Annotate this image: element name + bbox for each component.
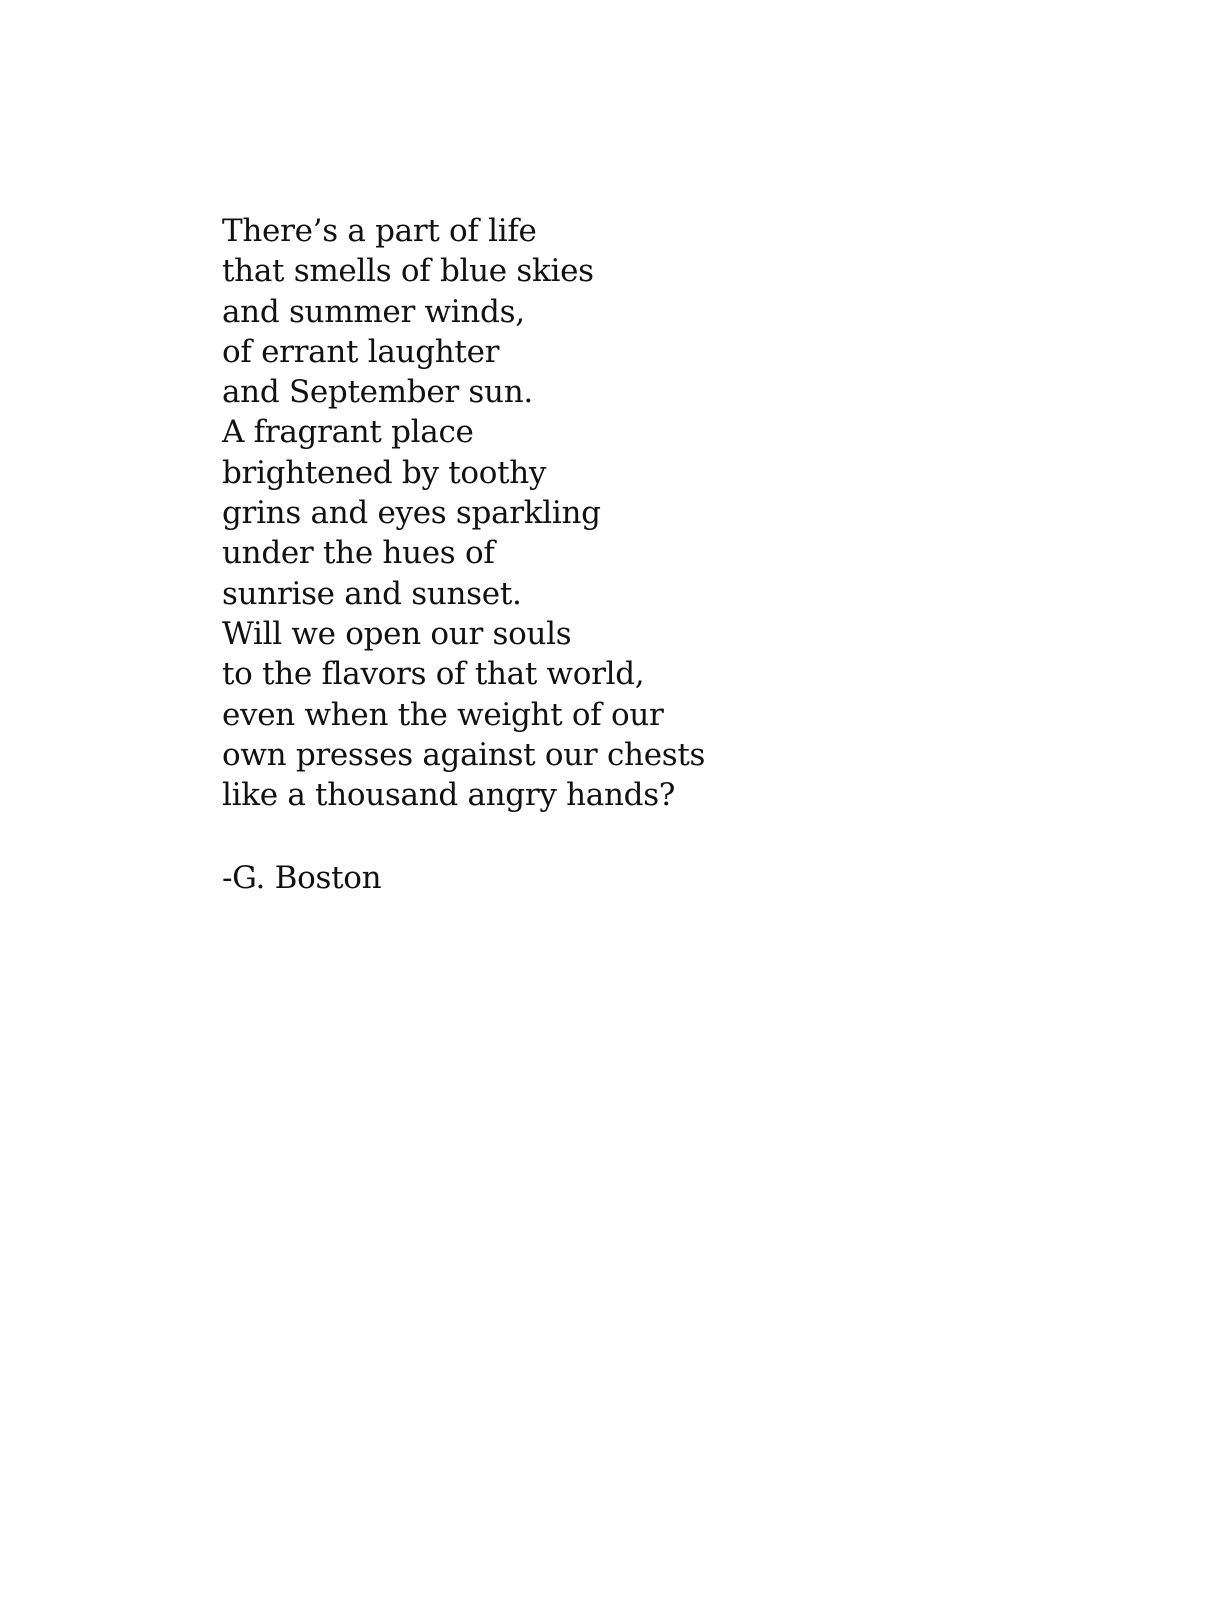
poem-line: like a thousand angry hands? (222, 777, 676, 814)
poem-line: and summer winds, (222, 293, 525, 330)
poem-body (222, 211, 705, 815)
poem-line: grins and eyes sparkling (222, 495, 601, 532)
poem-line: of errant laughter (222, 333, 500, 370)
poem-line: and September sun. (222, 374, 533, 411)
poem-signature: -G. Boston (222, 860, 382, 896)
poem-line: Will we open our souls (222, 615, 572, 652)
poem-line: brightened by toothy (222, 454, 547, 491)
poem-line: sunrise and sunset. (222, 575, 522, 612)
poem-line: under the hues of (222, 535, 495, 572)
poem-line: even when the weight of our (222, 696, 664, 733)
poem-line: own presses against our chests (222, 736, 706, 773)
poem-line: There’s a part of life (222, 213, 537, 249)
poem-line: A fragrant place (222, 414, 474, 451)
poem-line: that smells of blue skies (222, 253, 594, 290)
poem-line: to the flavors of that world, (222, 656, 645, 693)
